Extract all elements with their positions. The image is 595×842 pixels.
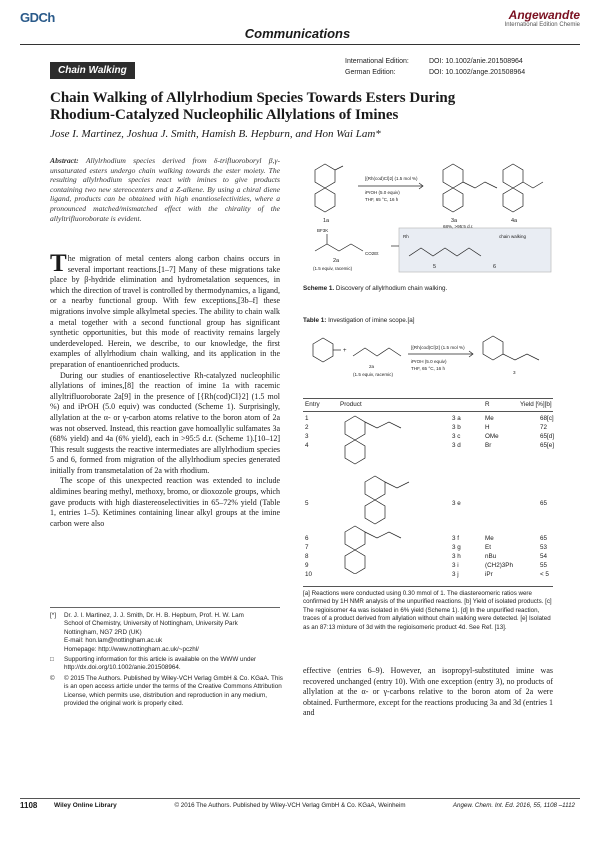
affiliation-line: School of Chemistry, University of Nottingham, University Park (64, 620, 238, 628)
table-cell-product: 3 h (452, 553, 461, 560)
scheme-co2et: CO2Et (365, 251, 379, 256)
license-text: © 2015 The Authors. Published by Wiley-VCH Verlag GmbH & Co. KGaA. This is an open access article under the terms of the Creative Commons Attribution License, which permits use, distribution and reproduction in any medium, provided the original work is properly cited. (64, 674, 283, 708)
body-text-right: effective (entries 6–9). However, an isopropyl-substituted imine was recovered unchanged (entry 10). With one exception (entry 3), no products of allylation at the α- or γ-carbons relative to the boron atom of 2a were obtained. Furthermore, except for the reactions producing 3a and 3d (entries 1 and (303, 666, 553, 718)
scheme-caption (303, 285, 553, 292)
scheme-1-graphic (303, 156, 553, 278)
affiliation-lines (64, 612, 244, 654)
reaction-graphic (303, 330, 553, 392)
table-cell-yield: 54 (540, 553, 548, 560)
table-cell-product: 3 g (452, 544, 461, 551)
paragraph-text: he migration of metal centers along carbon chains occurs in several important reactions.[1–7] Many of these migrations take place by β-hydride elimination and hydrometalation sequences, in which the direction of travel is controlled by thermodynamics, a ligand, or a nearby functional group. With few exceptions,[3b–f] these migrations involve simple alkylmetal species. The ability to chain walk a metal together with a second functional group has significant synthetic opportunities, but this mode of reactivity remains largely underdeveloped. Herein, we describe, to our knowledge, the first examples of allylrhodium chain walking, and its application in the preparation of enantioenriched products. (50, 254, 280, 369)
table-cell-product: 3 f (452, 535, 460, 542)
scheme-caption-label: Scheme 1. (303, 285, 335, 292)
table-cell-entry: 6 (305, 535, 309, 542)
table-cell-yield: 65[d] (540, 433, 555, 440)
table-header-r: R (485, 401, 490, 408)
reaction-condition: [{Rh(cod)Cl}2] (1.5 mol %) (411, 345, 465, 350)
footer-copyright: © 2016 The Authors. Published by Wiley-VCH Verlag GmbH & Co. KGaA, Weinheim (174, 802, 406, 809)
scheme-1-figure (303, 156, 553, 278)
copyright-icon: © (50, 674, 55, 682)
footer-divider (20, 798, 580, 799)
scheme-label-1a: 1a (323, 218, 330, 224)
table-cell-r: Me (485, 415, 494, 422)
table-reaction-scheme (303, 330, 553, 392)
table-header-entry: Entry (305, 401, 320, 408)
drop-cap: T (50, 250, 67, 277)
table-cell-entry: 10 (305, 571, 313, 578)
table-cell-r: nBu (485, 553, 497, 560)
page-number: 1108 (20, 801, 38, 810)
abstract-text: Allylrhodium species derived from δ-trifluoroboryl β,γ-unsaturated esters undergo chain walking towards the ester moiety. The resulting allylrhodium species react with imines to give products containing two new stereocenters and a Z-alkene. By using a chiral diene ligand, products can be obtained with high enantioselectivities, where a pronounced matched/mismatched effect with the chirality of the allyltrifluoroborate is evident. (50, 156, 280, 223)
doi-label: German Edition: (345, 69, 396, 76)
paragraph: During our studies of enantioselective Rh-catalyzed nucleophilic allylations of imines,[8] the reaction of imine 1a with racemic allyltrifluoroborate 2a[9] in the presence of [{Rh(cod)Cl}2] (1.5 mol %) and iPrOH (5.0 equiv) was conducted (Scheme 1). Surprisingly, allylation at the α- or γ-carbon atoms relative to the boron atom of 2a was not observed. Instead, this reaction gave homoallylic sulfamates 3a (68% yield) and 4a (6% yield), each in >95:5 d.r. (Scheme 1).[10–12] This result suggests the reactive intermediates are allylrhodium species 5 and 6, formed from migration of the allylrhodium species generated initially from transmetalation of 2a with rhodium. (50, 370, 280, 475)
scheme-note-racemic: (1.5 equiv, racemic) (313, 266, 353, 271)
table-cell-entry: 2 (305, 424, 309, 431)
authors: Jose I. Martinez, Joshua J. Smith, Hamish B. Hepburn, and Hon Wai Lam* (50, 128, 381, 140)
table-cell-product: 3 d (452, 442, 461, 449)
affiliation-line: Nottingham, NG7 2RD (UK) (64, 628, 142, 636)
paragraph (50, 250, 280, 371)
scheme-label-6: 6 (493, 264, 497, 270)
wiley-online-library-logo[interactable]: Wiley Online Library (54, 802, 117, 809)
table-cell-product: 3 j (452, 571, 459, 578)
table-cell-r: (CH2)3Ph (485, 562, 513, 569)
scheme-yield-3a: 68%, >95:5 d.r. (443, 224, 474, 229)
paragraph: The scope of this unexpected reaction was extended to include aldimines bearing methyl, methoxy, bromo, or dioxozole groups, which gave products with high diastereoselectivities in 65–72% yield (Table 1, entries 1–5). Ketimines containing linear alkyl groups at the imine carbon were also (50, 476, 280, 528)
reaction-condition-3: THF, 65 °C, 16 h (411, 366, 446, 371)
table-bottom-rule (303, 586, 553, 587)
table-cell-yield: 55 (540, 562, 548, 569)
scheme-label-5: 5 (433, 264, 437, 270)
table-cell-r: Br (485, 442, 492, 449)
license (50, 675, 285, 709)
table-header-product: Product (340, 401, 362, 408)
table-cell-product: 3 b (452, 424, 461, 431)
reaction-reagent: 2a (369, 364, 375, 369)
table-cell-yield: 65 (540, 500, 548, 507)
affiliation-marker: [*] (50, 612, 56, 619)
table-cell-product: 3 a (452, 415, 461, 422)
svg-text:+: + (343, 348, 347, 354)
table-cell-r: Me (485, 535, 494, 542)
reaction-product: 3 (513, 370, 516, 375)
scheme-condition-3: THF, 65 °C, 16 h (365, 197, 399, 202)
scheme-bf3k: BF3K (317, 228, 329, 233)
affiliation-block (50, 612, 285, 654)
publisher-logo: GDCh (20, 10, 55, 25)
scheme-label-2a: 2a (333, 258, 340, 264)
table-cell-entry: 1 (305, 415, 309, 422)
table-cell-yield: 72 (540, 424, 548, 431)
table-cell-product: 3 e (452, 500, 461, 507)
table-cell-yield: < 5 (540, 571, 549, 578)
table-cell-entry: 9 (305, 562, 309, 569)
table-caption (303, 317, 553, 324)
journal-logo-text: Angewandte (508, 8, 580, 22)
article-title: Chain Walking of Allylrhodium Species Towards Esters During Rhodium-Catalyzed Nucleophilic Allylations of Imines (50, 90, 456, 123)
table-cell-yield: 65[e] (540, 442, 555, 449)
table-cell-entry: 7 (305, 544, 309, 551)
scheme-condition: [{Rh(cod)Cl}2] (1.5 mol %) (365, 176, 418, 181)
table-cell-entry: 3 (305, 433, 309, 440)
table-cell-yield: 53 (540, 544, 548, 551)
product-structures (335, 414, 435, 574)
table-cell-entry: 5 (305, 500, 309, 507)
scheme-chain-walking: chain walking (499, 234, 527, 239)
doi-link[interactable]: DOI: 10.1002/ange.201508964 (429, 69, 526, 76)
table-cell-yield: 68[c] (540, 415, 554, 422)
scheme-caption-text: Discovery of allylrhodium chain walking. (335, 285, 448, 292)
table-footnotes: [a] Reactions were conducted using 0.30 mmol of 1. The diastereomeric ratios were confirmed by 1H NMR analysis of the unpurified reactions. [b] Yield of isolated products. [c] The regioisomer 4a was isolated in 6% yield (Scheme 1). [d] In the unpurified reaction, traces of a product derived from allylation without chain walking were detected. [e] Isolated as an 87:13 mixture of 3d with the regioisomeric product 4d. See Ref. [13]. (303, 590, 552, 631)
category-badge: Chain Walking (50, 62, 135, 79)
table-cell-product: 3 i (452, 562, 459, 569)
table-caption-text: Investigation of imine scope.[a] (328, 317, 415, 324)
table-cell-entry: 4 (305, 442, 309, 449)
supporting-info-text[interactable]: Supporting information for this article is available on the WWW under http://dx.doi.org/10.1002/anie.201508964. (64, 656, 257, 672)
reaction-condition-2: iPrOH (5.0 equiv) (411, 359, 447, 364)
scheme-label-3a: 3a (451, 218, 458, 224)
doi-international (345, 58, 523, 65)
affiliation-homepage[interactable]: Homepage: http://www.nottingham.ac.uk/~pczhl/ (64, 645, 199, 653)
header-divider (20, 44, 580, 45)
table-top-rule (303, 398, 553, 399)
table-cell-product: 3 c (452, 433, 461, 440)
scheme-label-4a: 4a (511, 218, 518, 224)
abstract-label: Abstract: (50, 156, 79, 165)
table-header-rule (303, 411, 553, 412)
supporting-info (50, 656, 285, 673)
doi-german (345, 69, 525, 76)
affiliation-line: Dr. J. I. Martinez, J. J. Smith, Dr. H. B. Hepburn, Prof. H. W. Lam (64, 612, 244, 619)
table-cell-r: OMe (485, 433, 499, 440)
table-cell-entry: 8 (305, 553, 309, 560)
journal-logo-sub: International Edition Chemie (504, 22, 580, 28)
table-caption-label: Table 1: (303, 317, 327, 324)
scheme-rh: Rh (403, 234, 409, 239)
table-cell-yield: 65 (540, 535, 548, 542)
doi-link[interactable]: DOI: 10.1002/anie.201508964 (429, 58, 523, 65)
affiliation-email[interactable]: E-mail: hon.lam@nottingham.ac.uk (64, 637, 163, 645)
footnote-divider (50, 607, 280, 608)
reaction-reagent-note: (1.5 equiv, racemic) (353, 372, 393, 377)
footer-citation: Angew. Chem. Int. Ed. 2016, 55, 1108 –1112 (452, 802, 575, 809)
supporting-info-icon: □ (50, 656, 54, 664)
table-cell-r: H (485, 424, 490, 431)
affiliation-footnote (50, 612, 285, 708)
table-cell-r: iPr (485, 571, 493, 578)
body-text-left (50, 250, 280, 529)
table-cell-r: Et (485, 544, 491, 551)
table-header-yield: Yield [%][b] (520, 401, 552, 408)
abstract (50, 156, 280, 223)
section-title: Communications (244, 26, 351, 41)
doi-label: International Edition: (345, 58, 409, 65)
journal-logo (470, 8, 580, 28)
scheme-condition-2: iPrOH (5.0 equiv) (365, 190, 400, 195)
